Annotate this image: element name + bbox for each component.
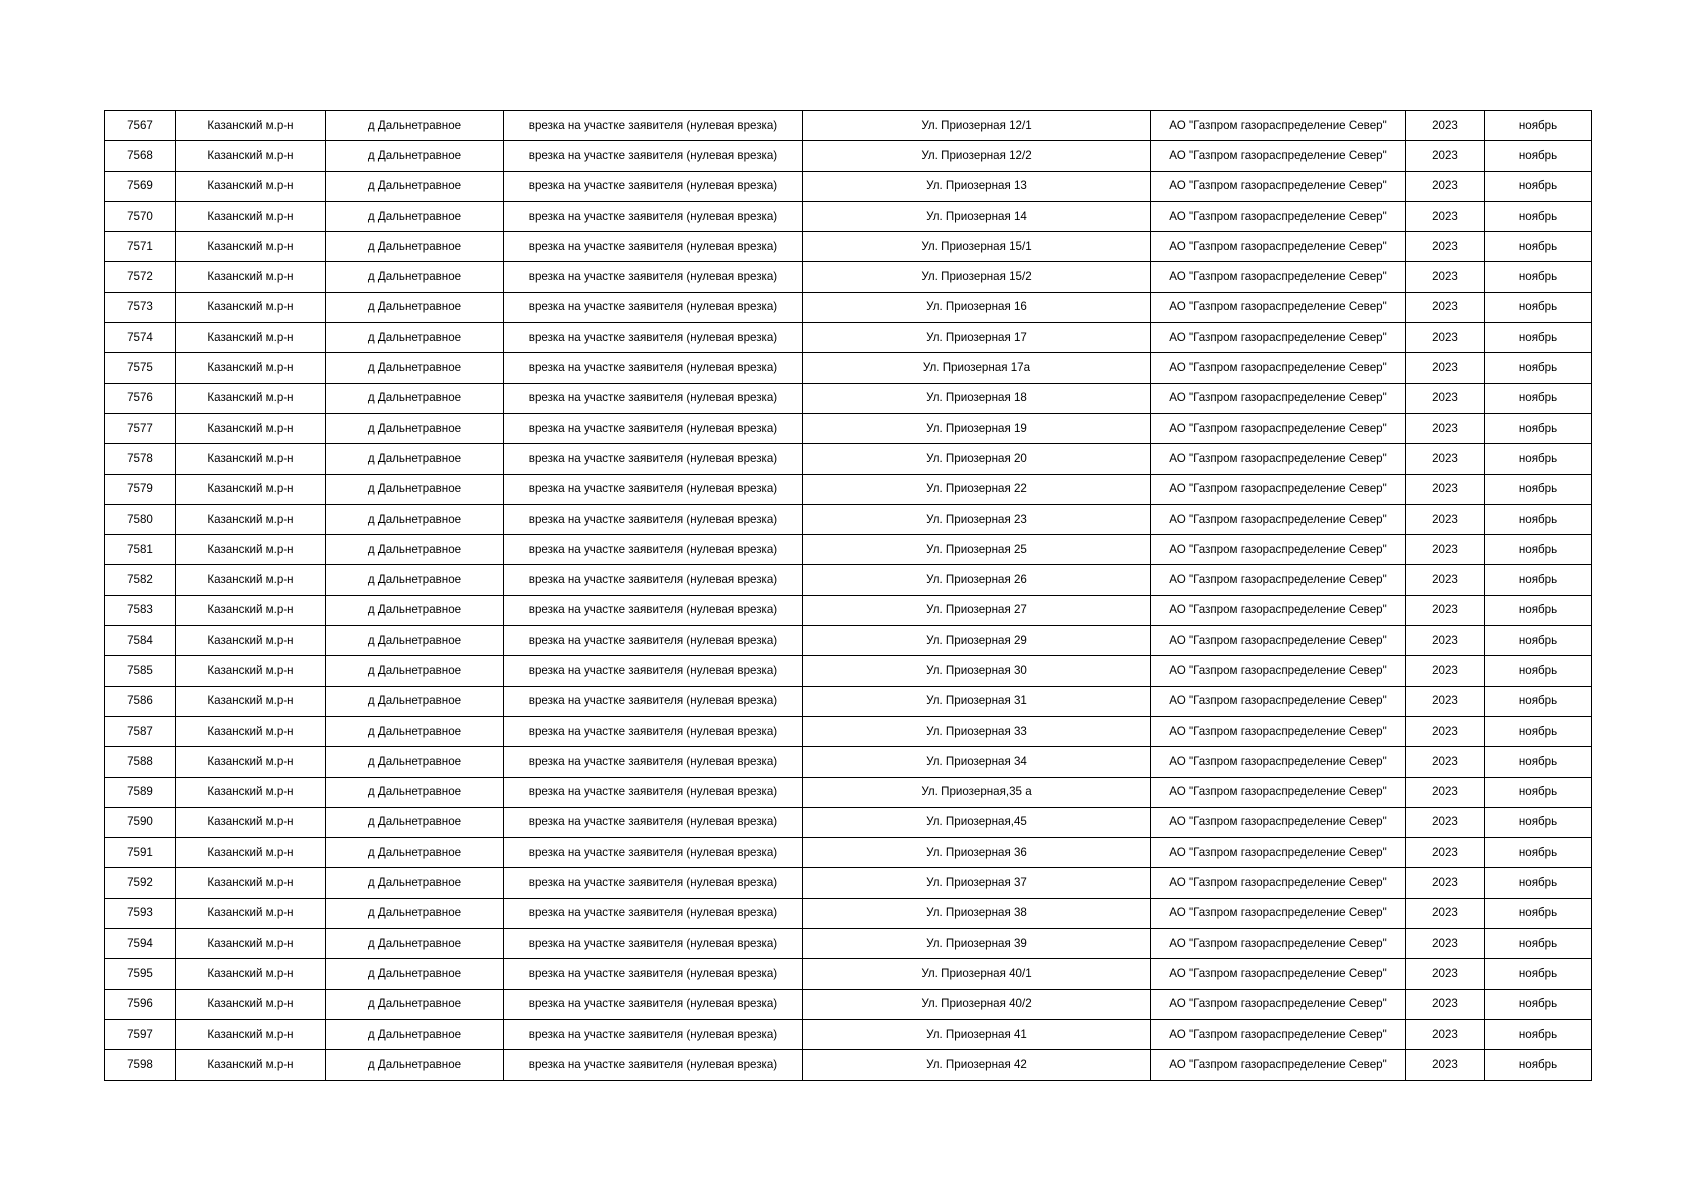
- cell-connection-type: врезка на участке заявителя (нулевая врезка): [504, 1019, 803, 1049]
- cell-month: ноябрь: [1485, 898, 1592, 928]
- cell-year: 2023: [1406, 292, 1485, 322]
- table-row: [105, 929, 1592, 959]
- cell-record-number: 7589: [105, 777, 176, 807]
- table-row: [105, 716, 1592, 746]
- cell-settlement: д Дальнетравное: [326, 383, 504, 413]
- cell-connection-type: врезка на участке заявителя (нулевая врезка): [504, 989, 803, 1019]
- cell-connection-type: врезка на участке заявителя (нулевая врезка): [504, 565, 803, 595]
- cell-year: 2023: [1406, 626, 1485, 656]
- cell-organization: АО "Газпром газораспределение Север": [1151, 595, 1406, 625]
- table-row: [105, 868, 1592, 898]
- cell-organization: АО "Газпром газораспределение Север": [1151, 1019, 1406, 1049]
- data-table: [104, 110, 1592, 1081]
- table-row: [105, 474, 1592, 504]
- cell-organization: АО "Газпром газораспределение Север": [1151, 777, 1406, 807]
- cell-district: Казанский м.р-н: [176, 929, 326, 959]
- cell-record-number: 7575: [105, 353, 176, 383]
- cell-month: ноябрь: [1485, 626, 1592, 656]
- cell-record-number: 7573: [105, 292, 176, 322]
- cell-connection-type: врезка на участке заявителя (нулевая врезка): [504, 747, 803, 777]
- cell-connection-type: врезка на участке заявителя (нулевая врезка): [504, 111, 803, 141]
- cell-address: Ул. Приозерная 42: [803, 1050, 1151, 1080]
- cell-organization: АО "Газпром газораспределение Север": [1151, 716, 1406, 746]
- cell-connection-type: врезка на участке заявителя (нулевая врезка): [504, 686, 803, 716]
- cell-settlement: д Дальнетравное: [326, 504, 504, 534]
- cell-organization: АО "Газпром газораспределение Север": [1151, 929, 1406, 959]
- cell-address: Ул. Приозерная 13: [803, 171, 1151, 201]
- table-row: [105, 656, 1592, 686]
- cell-district: Казанский м.р-н: [176, 807, 326, 837]
- cell-district: Казанский м.р-н: [176, 686, 326, 716]
- cell-connection-type: врезка на участке заявителя (нулевая врезка): [504, 444, 803, 474]
- cell-year: 2023: [1406, 777, 1485, 807]
- cell-organization: АО "Газпром газораспределение Север": [1151, 323, 1406, 353]
- table-row: [105, 838, 1592, 868]
- cell-address: Ул. Приозерная 34: [803, 747, 1151, 777]
- cell-year: 2023: [1406, 201, 1485, 231]
- cell-address: Ул. Приозерная 41: [803, 1019, 1151, 1049]
- cell-settlement: д Дальнетравное: [326, 929, 504, 959]
- cell-district: Казанский м.р-н: [176, 262, 326, 292]
- cell-connection-type: врезка на участке заявителя (нулевая врезка): [504, 141, 803, 171]
- cell-organization: АО "Газпром газораспределение Север": [1151, 171, 1406, 201]
- cell-address: Ул. Приозерная 17а: [803, 353, 1151, 383]
- cell-address: Ул. Приозерная,45: [803, 807, 1151, 837]
- cell-district: Казанский м.р-н: [176, 595, 326, 625]
- cell-settlement: д Дальнетравное: [326, 868, 504, 898]
- cell-settlement: д Дальнетравное: [326, 171, 504, 201]
- document-page: [104, 110, 1591, 1081]
- table-row: [105, 201, 1592, 231]
- cell-district: Казанский м.р-н: [176, 898, 326, 928]
- cell-district: Казанский м.р-н: [176, 747, 326, 777]
- cell-record-number: 7580: [105, 504, 176, 534]
- cell-record-number: 7593: [105, 898, 176, 928]
- cell-district: Казанский м.р-н: [176, 292, 326, 322]
- cell-connection-type: врезка на участке заявителя (нулевая врезка): [504, 262, 803, 292]
- cell-record-number: 7596: [105, 989, 176, 1019]
- cell-district: Казанский м.р-н: [176, 535, 326, 565]
- cell-district: Казанский м.р-н: [176, 474, 326, 504]
- table-row: [105, 111, 1592, 141]
- cell-connection-type: врезка на участке заявителя (нулевая врезка): [504, 232, 803, 262]
- cell-settlement: д Дальнетравное: [326, 777, 504, 807]
- cell-month: ноябрь: [1485, 868, 1592, 898]
- cell-settlement: д Дальнетравное: [326, 353, 504, 383]
- cell-organization: АО "Газпром газораспределение Север": [1151, 898, 1406, 928]
- cell-month: ноябрь: [1485, 444, 1592, 474]
- cell-year: 2023: [1406, 716, 1485, 746]
- cell-connection-type: врезка на участке заявителя (нулевая врезка): [504, 292, 803, 322]
- table-row: [105, 565, 1592, 595]
- cell-month: ноябрь: [1485, 262, 1592, 292]
- cell-organization: АО "Газпром газораспределение Север": [1151, 383, 1406, 413]
- cell-record-number: 7595: [105, 959, 176, 989]
- table-row: [105, 353, 1592, 383]
- cell-month: ноябрь: [1485, 201, 1592, 231]
- cell-address: Ул. Приозерная 30: [803, 656, 1151, 686]
- cell-district: Казанский м.р-н: [176, 716, 326, 746]
- cell-month: ноябрь: [1485, 595, 1592, 625]
- cell-district: Казанский м.р-н: [176, 959, 326, 989]
- cell-year: 2023: [1406, 959, 1485, 989]
- cell-year: 2023: [1406, 1019, 1485, 1049]
- cell-month: ноябрь: [1485, 171, 1592, 201]
- cell-address: Ул. Приозерная 15/1: [803, 232, 1151, 262]
- cell-record-number: 7582: [105, 565, 176, 595]
- cell-settlement: д Дальнетравное: [326, 686, 504, 716]
- cell-record-number: 7583: [105, 595, 176, 625]
- cell-organization: АО "Газпром газораспределение Север": [1151, 535, 1406, 565]
- cell-year: 2023: [1406, 565, 1485, 595]
- cell-address: Ул. Приозерная 23: [803, 504, 1151, 534]
- cell-district: Казанский м.р-н: [176, 656, 326, 686]
- cell-settlement: д Дальнетравное: [326, 716, 504, 746]
- cell-month: ноябрь: [1485, 232, 1592, 262]
- cell-year: 2023: [1406, 929, 1485, 959]
- cell-record-number: 7588: [105, 747, 176, 777]
- cell-organization: АО "Газпром газораспределение Север": [1151, 807, 1406, 837]
- cell-record-number: 7578: [105, 444, 176, 474]
- table-row: [105, 504, 1592, 534]
- cell-district: Казанский м.р-н: [176, 838, 326, 868]
- cell-settlement: д Дальнетравное: [326, 413, 504, 443]
- table-row: [105, 898, 1592, 928]
- cell-organization: АО "Газпром газораспределение Север": [1151, 626, 1406, 656]
- cell-record-number: 7594: [105, 929, 176, 959]
- cell-district: Казанский м.р-н: [176, 323, 326, 353]
- cell-organization: АО "Газпром газораспределение Север": [1151, 504, 1406, 534]
- cell-district: Казанский м.р-н: [176, 444, 326, 474]
- cell-year: 2023: [1406, 353, 1485, 383]
- cell-address: Ул. Приозерная 39: [803, 929, 1151, 959]
- cell-record-number: 7567: [105, 111, 176, 141]
- cell-record-number: 7576: [105, 383, 176, 413]
- cell-record-number: 7587: [105, 716, 176, 746]
- cell-connection-type: врезка на участке заявителя (нулевая врезка): [504, 353, 803, 383]
- cell-address: Ул. Приозерная 29: [803, 626, 1151, 656]
- cell-month: ноябрь: [1485, 413, 1592, 443]
- cell-month: ноябрь: [1485, 747, 1592, 777]
- cell-organization: АО "Газпром газораспределение Север": [1151, 292, 1406, 322]
- cell-settlement: д Дальнетравное: [326, 444, 504, 474]
- cell-connection-type: врезка на участке заявителя (нулевая врезка): [504, 868, 803, 898]
- cell-year: 2023: [1406, 171, 1485, 201]
- cell-year: 2023: [1406, 504, 1485, 534]
- cell-settlement: д Дальнетравное: [326, 535, 504, 565]
- cell-connection-type: врезка на участке заявителя (нулевая врезка): [504, 959, 803, 989]
- cell-connection-type: врезка на участке заявителя (нулевая врезка): [504, 171, 803, 201]
- cell-year: 2023: [1406, 838, 1485, 868]
- cell-month: ноябрь: [1485, 989, 1592, 1019]
- cell-address: Ул. Приозерная 38: [803, 898, 1151, 928]
- cell-year: 2023: [1406, 535, 1485, 565]
- cell-district: Казанский м.р-н: [176, 777, 326, 807]
- table-row: [105, 292, 1592, 322]
- cell-year: 2023: [1406, 747, 1485, 777]
- cell-district: Казанский м.р-н: [176, 201, 326, 231]
- cell-address: Ул. Приозерная 12/1: [803, 111, 1151, 141]
- cell-address: Ул. Приозерная 12/2: [803, 141, 1151, 171]
- cell-settlement: д Дальнетравное: [326, 898, 504, 928]
- cell-address: Ул. Приозерная 26: [803, 565, 1151, 595]
- cell-district: Казанский м.р-н: [176, 989, 326, 1019]
- cell-settlement: д Дальнетравное: [326, 141, 504, 171]
- table-row: [105, 171, 1592, 201]
- table-row: [105, 262, 1592, 292]
- cell-record-number: 7597: [105, 1019, 176, 1049]
- cell-connection-type: врезка на участке заявителя (нулевая врезка): [504, 626, 803, 656]
- cell-organization: АО "Газпром газораспределение Север": [1151, 201, 1406, 231]
- cell-settlement: д Дальнетравное: [326, 232, 504, 262]
- cell-record-number: 7568: [105, 141, 176, 171]
- cell-record-number: 7579: [105, 474, 176, 504]
- cell-settlement: д Дальнетравное: [326, 959, 504, 989]
- cell-organization: АО "Газпром газораспределение Север": [1151, 262, 1406, 292]
- cell-year: 2023: [1406, 383, 1485, 413]
- cell-year: 2023: [1406, 898, 1485, 928]
- cell-settlement: д Дальнетравное: [326, 656, 504, 686]
- cell-address: Ул. Приозерная 15/2: [803, 262, 1151, 292]
- cell-month: ноябрь: [1485, 111, 1592, 141]
- cell-district: Казанский м.р-н: [176, 141, 326, 171]
- cell-year: 2023: [1406, 595, 1485, 625]
- cell-connection-type: врезка на участке заявителя (нулевая врезка): [504, 807, 803, 837]
- cell-year: 2023: [1406, 111, 1485, 141]
- cell-connection-type: врезка на участке заявителя (нулевая врезка): [504, 535, 803, 565]
- cell-district: Казанский м.р-н: [176, 565, 326, 595]
- cell-settlement: д Дальнетравное: [326, 201, 504, 231]
- cell-settlement: д Дальнетравное: [326, 747, 504, 777]
- cell-address: Ул. Приозерная 40/1: [803, 959, 1151, 989]
- cell-settlement: д Дальнетравное: [326, 565, 504, 595]
- cell-settlement: д Дальнетравное: [326, 111, 504, 141]
- cell-year: 2023: [1406, 807, 1485, 837]
- cell-month: ноябрь: [1485, 353, 1592, 383]
- cell-record-number: 7572: [105, 262, 176, 292]
- cell-month: ноябрь: [1485, 383, 1592, 413]
- table-row: [105, 959, 1592, 989]
- cell-year: 2023: [1406, 232, 1485, 262]
- cell-organization: АО "Газпром газораспределение Север": [1151, 111, 1406, 141]
- cell-district: Казанский м.р-н: [176, 353, 326, 383]
- cell-settlement: д Дальнетравное: [326, 1050, 504, 1080]
- cell-district: Казанский м.р-н: [176, 171, 326, 201]
- cell-district: Казанский м.р-н: [176, 1019, 326, 1049]
- cell-year: 2023: [1406, 323, 1485, 353]
- cell-organization: АО "Газпром газораспределение Север": [1151, 1050, 1406, 1080]
- cell-connection-type: врезка на участке заявителя (нулевая врезка): [504, 716, 803, 746]
- cell-organization: АО "Газпром газораспределение Север": [1151, 353, 1406, 383]
- table-row: [105, 989, 1592, 1019]
- table-row: [105, 1019, 1592, 1049]
- cell-address: Ул. Приозерная 14: [803, 201, 1151, 231]
- cell-organization: АО "Газпром газораспределение Север": [1151, 656, 1406, 686]
- cell-month: ноябрь: [1485, 565, 1592, 595]
- cell-month: ноябрь: [1485, 686, 1592, 716]
- cell-district: Казанский м.р-н: [176, 413, 326, 443]
- table-row: [105, 626, 1592, 656]
- cell-year: 2023: [1406, 1050, 1485, 1080]
- cell-record-number: 7584: [105, 626, 176, 656]
- table-row: [105, 323, 1592, 353]
- table-body: [105, 111, 1592, 1081]
- cell-month: ноябрь: [1485, 292, 1592, 322]
- cell-organization: АО "Газпром газораспределение Север": [1151, 474, 1406, 504]
- cell-address: Ул. Приозерная 40/2: [803, 989, 1151, 1019]
- cell-address: Ул. Приозерная 19: [803, 413, 1151, 443]
- cell-address: Ул. Приозерная 17: [803, 323, 1151, 353]
- cell-record-number: 7590: [105, 807, 176, 837]
- cell-organization: АО "Газпром газораспределение Север": [1151, 989, 1406, 1019]
- cell-connection-type: врезка на участке заявителя (нулевая врезка): [504, 838, 803, 868]
- cell-record-number: 7598: [105, 1050, 176, 1080]
- cell-settlement: д Дальнетравное: [326, 292, 504, 322]
- cell-month: ноябрь: [1485, 777, 1592, 807]
- table-row: [105, 686, 1592, 716]
- cell-record-number: 7585: [105, 656, 176, 686]
- cell-year: 2023: [1406, 444, 1485, 474]
- cell-district: Казанский м.р-н: [176, 626, 326, 656]
- cell-record-number: 7577: [105, 413, 176, 443]
- cell-organization: АО "Газпром газораспределение Север": [1151, 444, 1406, 474]
- cell-organization: АО "Газпром газораспределение Север": [1151, 959, 1406, 989]
- cell-month: ноябрь: [1485, 838, 1592, 868]
- cell-address: Ул. Приозерная 37: [803, 868, 1151, 898]
- cell-settlement: д Дальнетравное: [326, 262, 504, 292]
- cell-year: 2023: [1406, 474, 1485, 504]
- cell-address: Ул. Приозерная 31: [803, 686, 1151, 716]
- cell-record-number: 7574: [105, 323, 176, 353]
- cell-record-number: 7591: [105, 838, 176, 868]
- cell-connection-type: врезка на участке заявителя (нулевая врезка): [504, 201, 803, 231]
- cell-connection-type: врезка на участке заявителя (нулевая врезка): [504, 929, 803, 959]
- table-row: [105, 535, 1592, 565]
- cell-organization: АО "Газпром газораспределение Север": [1151, 232, 1406, 262]
- cell-month: ноябрь: [1485, 807, 1592, 837]
- cell-address: Ул. Приозерная 18: [803, 383, 1151, 413]
- cell-month: ноябрь: [1485, 141, 1592, 171]
- cell-connection-type: врезка на участке заявителя (нулевая врезка): [504, 777, 803, 807]
- cell-district: Казанский м.р-н: [176, 504, 326, 534]
- table-row: [105, 595, 1592, 625]
- cell-record-number: 7581: [105, 535, 176, 565]
- cell-record-number: 7592: [105, 868, 176, 898]
- cell-organization: АО "Газпром газораспределение Север": [1151, 838, 1406, 868]
- cell-connection-type: врезка на участке заявителя (нулевая врезка): [504, 656, 803, 686]
- cell-record-number: 7569: [105, 171, 176, 201]
- cell-connection-type: врезка на участке заявителя (нулевая врезка): [504, 323, 803, 353]
- cell-organization: АО "Газпром газораспределение Север": [1151, 747, 1406, 777]
- cell-district: Казанский м.р-н: [176, 1050, 326, 1080]
- cell-settlement: д Дальнетравное: [326, 626, 504, 656]
- cell-settlement: д Дальнетравное: [326, 807, 504, 837]
- cell-year: 2023: [1406, 868, 1485, 898]
- table-row: [105, 807, 1592, 837]
- cell-organization: АО "Газпром газораспределение Север": [1151, 141, 1406, 171]
- cell-district: Казанский м.р-н: [176, 232, 326, 262]
- cell-month: ноябрь: [1485, 535, 1592, 565]
- cell-organization: АО "Газпром газораспределение Север": [1151, 413, 1406, 443]
- cell-month: ноябрь: [1485, 1019, 1592, 1049]
- cell-month: ноябрь: [1485, 474, 1592, 504]
- cell-month: ноябрь: [1485, 323, 1592, 353]
- table-row: [105, 232, 1592, 262]
- cell-settlement: д Дальнетравное: [326, 838, 504, 868]
- cell-address: Ул. Приозерная 22: [803, 474, 1151, 504]
- cell-settlement: д Дальнетравное: [326, 323, 504, 353]
- cell-organization: АО "Газпром газораспределение Север": [1151, 686, 1406, 716]
- cell-settlement: д Дальнетравное: [326, 474, 504, 504]
- table-row: [105, 747, 1592, 777]
- cell-connection-type: врезка на участке заявителя (нулевая врезка): [504, 413, 803, 443]
- cell-address: Ул. Приозерная 16: [803, 292, 1151, 322]
- cell-connection-type: врезка на участке заявителя (нулевая врезка): [504, 504, 803, 534]
- cell-month: ноябрь: [1485, 504, 1592, 534]
- cell-settlement: д Дальнетравное: [326, 595, 504, 625]
- cell-district: Казанский м.р-н: [176, 111, 326, 141]
- cell-settlement: д Дальнетравное: [326, 1019, 504, 1049]
- cell-month: ноябрь: [1485, 959, 1592, 989]
- cell-organization: АО "Газпром газораспределение Север": [1151, 565, 1406, 595]
- cell-year: 2023: [1406, 989, 1485, 1019]
- cell-connection-type: врезка на участке заявителя (нулевая врезка): [504, 595, 803, 625]
- table-row: [105, 1050, 1592, 1080]
- cell-year: 2023: [1406, 686, 1485, 716]
- cell-year: 2023: [1406, 413, 1485, 443]
- cell-address: Ул. Приозерная 20: [803, 444, 1151, 474]
- cell-month: ноябрь: [1485, 929, 1592, 959]
- cell-connection-type: врезка на участке заявителя (нулевая врезка): [504, 383, 803, 413]
- table-row: [105, 444, 1592, 474]
- cell-record-number: 7586: [105, 686, 176, 716]
- cell-record-number: 7571: [105, 232, 176, 262]
- table-row: [105, 383, 1592, 413]
- cell-month: ноябрь: [1485, 656, 1592, 686]
- cell-district: Казанский м.р-н: [176, 383, 326, 413]
- cell-connection-type: врезка на участке заявителя (нулевая врезка): [504, 898, 803, 928]
- cell-address: Ул. Приозерная 33: [803, 716, 1151, 746]
- cell-record-number: 7570: [105, 201, 176, 231]
- cell-connection-type: врезка на участке заявителя (нулевая врезка): [504, 474, 803, 504]
- cell-address: Ул. Приозерная 36: [803, 838, 1151, 868]
- cell-year: 2023: [1406, 262, 1485, 292]
- table-row: [105, 777, 1592, 807]
- table-row: [105, 141, 1592, 171]
- cell-connection-type: врезка на участке заявителя (нулевая врезка): [504, 1050, 803, 1080]
- cell-address: Ул. Приозерная 25: [803, 535, 1151, 565]
- cell-address: Ул. Приозерная 27: [803, 595, 1151, 625]
- cell-year: 2023: [1406, 656, 1485, 686]
- cell-settlement: д Дальнетравное: [326, 989, 504, 1019]
- cell-month: ноябрь: [1485, 716, 1592, 746]
- cell-month: ноябрь: [1485, 1050, 1592, 1080]
- cell-organization: АО "Газпром газораспределение Север": [1151, 868, 1406, 898]
- table-row: [105, 413, 1592, 443]
- cell-year: 2023: [1406, 141, 1485, 171]
- cell-address: Ул. Приозерная,35 а: [803, 777, 1151, 807]
- cell-district: Казанский м.р-н: [176, 868, 326, 898]
